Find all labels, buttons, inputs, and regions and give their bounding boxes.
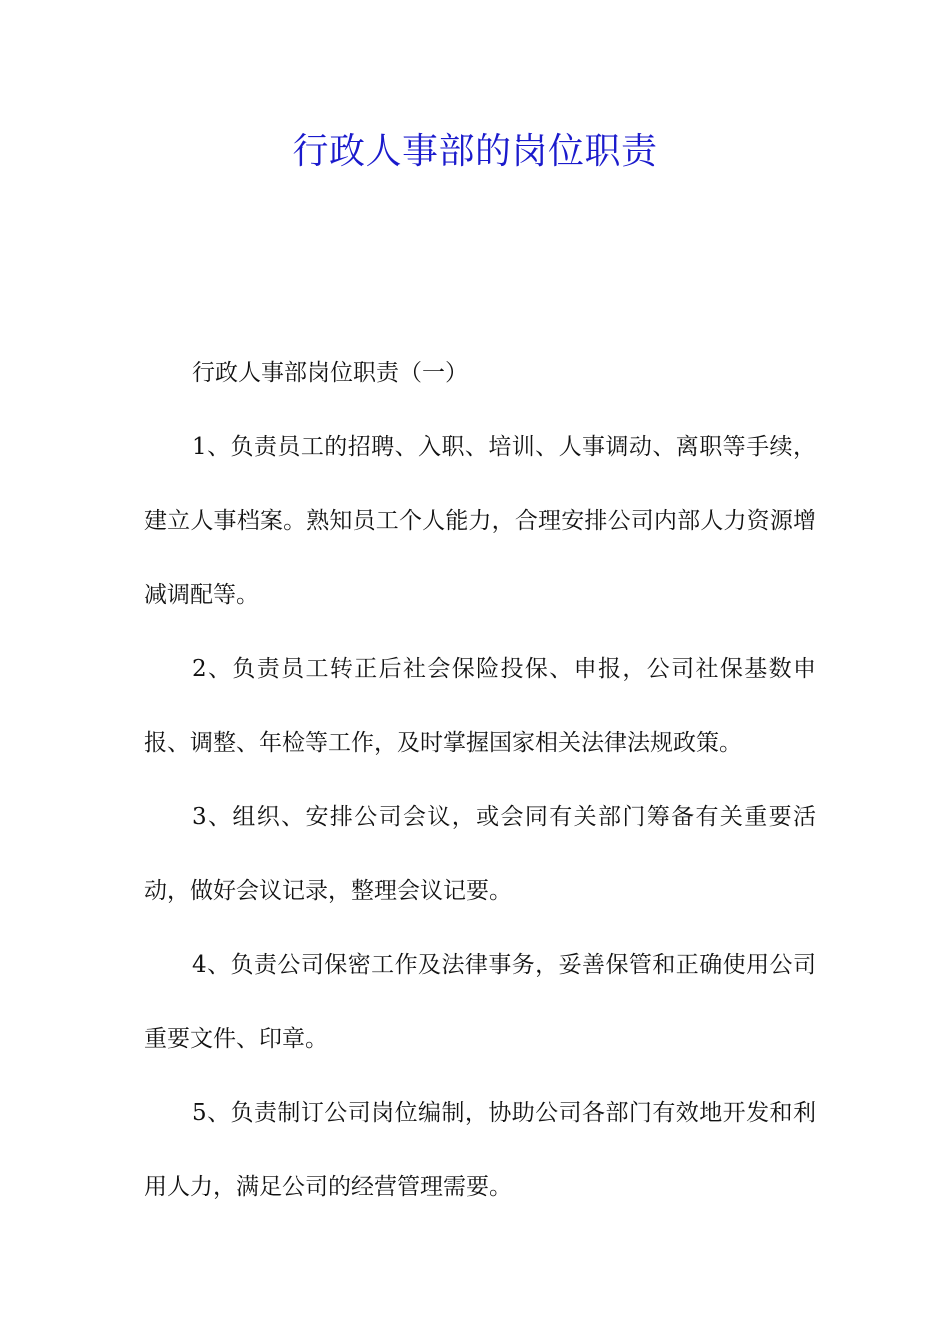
- duty-item-4: 4、负责公司保密工作及法律事务，妥善保管和正确使用公司重要文件、印章。: [144, 952, 816, 1052]
- section-heading: 行政人事部岗位职责（一）: [192, 360, 468, 386]
- document-title: 行政人事部的岗位职责: [292, 131, 658, 172]
- duty-item-2: 2、负责员工转正后社会保险投保、申报，公司社保基数申报、调整、年检等工作，及时掌握国家相关法律法规政策。: [144, 656, 816, 756]
- duty-item-1: 1、负责员工的招聘、入职、培训、人事调动、离职等手续，建立人事档案。熟知员工个人能力，合理安排公司内部人力资源增减调配等。: [144, 434, 816, 608]
- document-body: [144, 336, 816, 1224]
- duty-item-3: 3、组织、安排公司会议，或会同有关部门筹备有关重要活动，做好会议记录，整理会议记要。: [144, 804, 816, 904]
- duty-item-5: 5、负责制订公司岗位编制，协助公司各部门有效地开发和利用人力，满足公司的经营管理需要。: [144, 1100, 816, 1200]
